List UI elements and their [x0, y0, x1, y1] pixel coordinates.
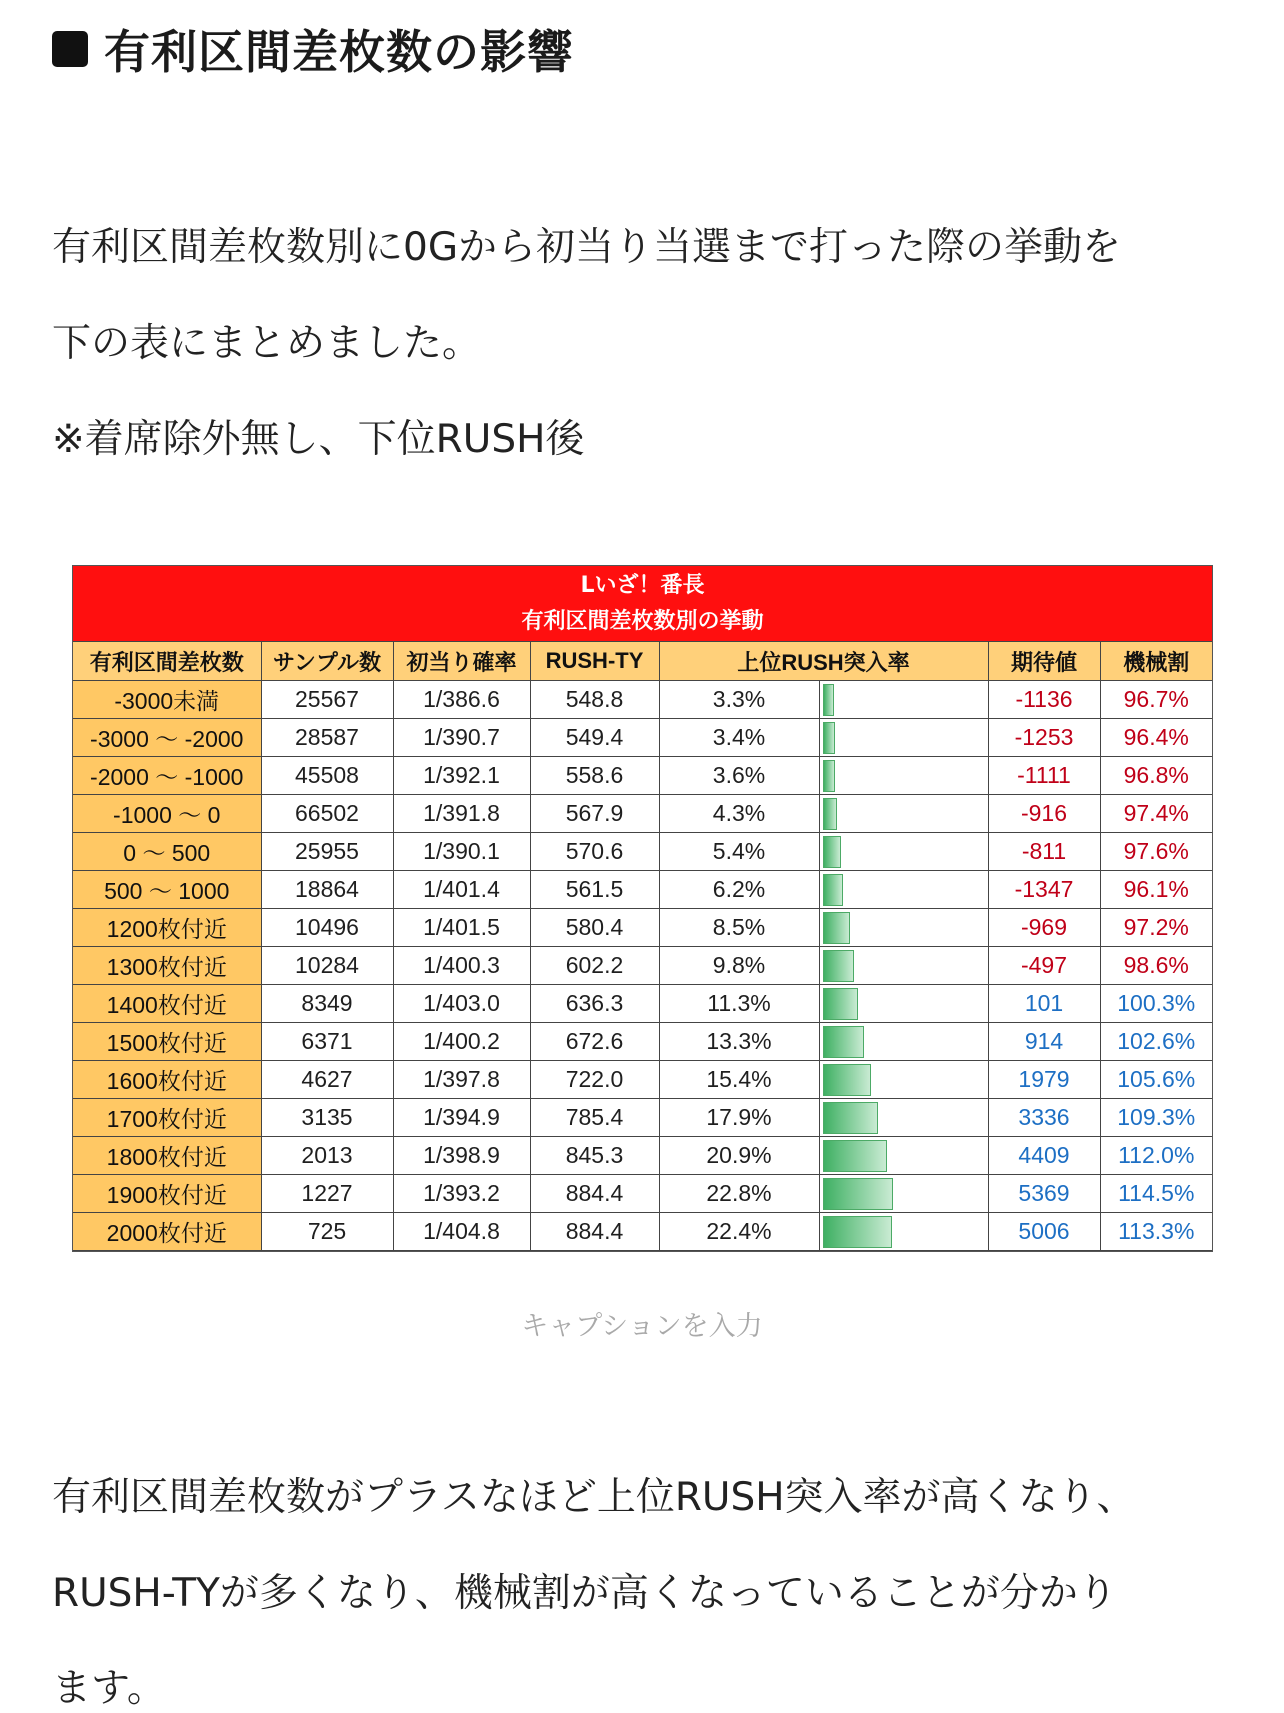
cell-upper-rush-rate: 13.3% [659, 1023, 819, 1061]
rush-rate-bar [823, 760, 836, 792]
cell-rush-ty: 561.5 [530, 871, 659, 909]
header-upper-rush-rate: 上位RUSH突入率 [659, 642, 988, 681]
table-row [73, 909, 1212, 947]
rush-rate-bar [823, 988, 859, 1020]
table-row [73, 985, 1212, 1023]
cell-range: 1600枚付近 [73, 1061, 261, 1099]
table-row [73, 833, 1212, 871]
cell-samples: 25955 [261, 833, 393, 871]
cell-samples: 28587 [261, 719, 393, 757]
cell-expected-value: -1253 [988, 719, 1100, 757]
cell-expected-value: 1979 [988, 1061, 1100, 1099]
cell-expected-value: 5006 [988, 1213, 1100, 1251]
cell-samples: 25567 [261, 681, 393, 719]
cell-payout-rate: 114.5% [1100, 1175, 1212, 1213]
cell-payout-rate: 105.6% [1100, 1061, 1212, 1099]
rush-rate-bar [823, 1026, 865, 1058]
rush-rate-bar [823, 1140, 888, 1172]
table-row [73, 719, 1212, 757]
header-rush-ty: RUSH-TY [530, 642, 659, 681]
cell-samples: 2013 [261, 1137, 393, 1175]
cell-probability: 1/397.8 [393, 1061, 530, 1099]
cell-rush-bar [819, 985, 988, 1023]
cell-rush-ty: 884.4 [530, 1175, 659, 1213]
cell-rush-ty: 845.3 [530, 1137, 659, 1175]
cell-probability: 1/403.0 [393, 985, 530, 1023]
table-title-line-1: Lいざ！番長 [580, 572, 705, 598]
table-row [73, 871, 1212, 909]
cell-range: -1000 ～ 0 [73, 795, 261, 833]
cell-probability: 1/400.3 [393, 947, 530, 985]
cell-rush-bar [819, 1213, 988, 1251]
cell-samples: 1227 [261, 1175, 393, 1213]
cell-rush-ty: 558.6 [530, 757, 659, 795]
cell-payout-rate: 100.3% [1100, 985, 1212, 1023]
cell-range: 1500枚付近 [73, 1023, 261, 1061]
cell-samples: 8349 [261, 985, 393, 1023]
cell-upper-rush-rate: 6.2% [659, 871, 819, 909]
cell-samples: 18864 [261, 871, 393, 909]
cell-range: 1400枚付近 [73, 985, 261, 1023]
header-range: 有利区間差枚数 [73, 642, 261, 681]
cell-upper-rush-rate: 22.8% [659, 1175, 819, 1213]
rush-rate-bar [823, 912, 851, 944]
cell-probability: 1/391.8 [393, 795, 530, 833]
cell-rush-ty: 567.9 [530, 795, 659, 833]
header-expected-value: 期待値 [988, 642, 1100, 681]
table-header-row [73, 642, 1212, 681]
rush-rate-bar [823, 950, 854, 982]
conclusion-text-line-1: 有利区間差枚数がプラスなほど上位RUSH突入率が高くなり、 [52, 1475, 1136, 1520]
cell-upper-rush-rate: 20.9% [659, 1137, 819, 1175]
cell-payout-rate: 112.0% [1100, 1137, 1212, 1175]
cell-upper-rush-rate: 5.4% [659, 833, 819, 871]
cell-rush-bar [819, 757, 988, 795]
table-row [73, 1175, 1212, 1213]
cell-upper-rush-rate: 15.4% [659, 1061, 819, 1099]
behavior-table [73, 642, 1212, 1251]
cell-range: 0 ～ 500 [73, 833, 261, 871]
cell-expected-value: -811 [988, 833, 1100, 871]
rush-rate-bar [823, 722, 835, 754]
heading-title: 有利区間差枚数の影響 [104, 25, 574, 79]
intro-text-line-2: 下の表にまとめました。 [52, 321, 482, 366]
cell-probability: 1/394.9 [393, 1099, 530, 1137]
cell-range: 1900枚付近 [73, 1175, 261, 1213]
cell-probability: 1/404.8 [393, 1213, 530, 1251]
cell-rush-ty: 672.6 [530, 1023, 659, 1061]
cell-range: 2000枚付近 [73, 1213, 261, 1251]
rush-rate-bar [823, 836, 841, 868]
rush-rate-bar [823, 684, 835, 716]
table-title-band [73, 566, 1212, 642]
cell-rush-ty: 722.0 [530, 1061, 659, 1099]
table-row [73, 1099, 1212, 1137]
cell-expected-value: 4409 [988, 1137, 1100, 1175]
cell-payout-rate: 113.3% [1100, 1213, 1212, 1251]
cell-payout-rate: 97.2% [1100, 909, 1212, 947]
cell-expected-value: -969 [988, 909, 1100, 947]
cell-upper-rush-rate: 3.4% [659, 719, 819, 757]
cell-rush-bar [819, 909, 988, 947]
header-probability: 初当り確率 [393, 642, 530, 681]
cell-payout-rate: 97.4% [1100, 795, 1212, 833]
cell-upper-rush-rate: 9.8% [659, 947, 819, 985]
rush-rate-bar [823, 1064, 871, 1096]
cell-upper-rush-rate: 22.4% [659, 1213, 819, 1251]
cell-rush-ty: 570.6 [530, 833, 659, 871]
cell-expected-value: -497 [988, 947, 1100, 985]
cell-rush-bar [819, 1023, 988, 1061]
cell-rush-bar [819, 1061, 988, 1099]
section-heading [52, 14, 574, 84]
cell-expected-value: -1347 [988, 871, 1100, 909]
cell-probability: 1/390.7 [393, 719, 530, 757]
cell-probability: 1/401.4 [393, 871, 530, 909]
cell-probability: 1/386.6 [393, 681, 530, 719]
cell-probability: 1/392.1 [393, 757, 530, 795]
cell-payout-rate: 98.6% [1100, 947, 1212, 985]
table-row [73, 795, 1212, 833]
cell-samples: 10284 [261, 947, 393, 985]
cell-rush-ty: 636.3 [530, 985, 659, 1023]
cell-samples: 10496 [261, 909, 393, 947]
cell-upper-rush-rate: 3.6% [659, 757, 819, 795]
cell-expected-value: -1111 [988, 757, 1100, 795]
cell-rush-bar [819, 719, 988, 757]
cell-payout-rate: 96.8% [1100, 757, 1212, 795]
cell-range: 1300枚付近 [73, 947, 261, 985]
cell-rush-bar [819, 681, 988, 719]
cell-upper-rush-rate: 4.3% [659, 795, 819, 833]
rush-rate-bar [823, 1216, 892, 1248]
cell-probability: 1/390.1 [393, 833, 530, 871]
square-bullet-icon [52, 31, 88, 67]
cell-rush-bar [819, 871, 988, 909]
table-body [73, 681, 1212, 1251]
cell-rush-bar [819, 1099, 988, 1137]
cell-range: -3000未満 [73, 681, 261, 719]
cell-expected-value: -1136 [988, 681, 1100, 719]
rush-rate-bar [823, 1102, 879, 1134]
cell-rush-bar [819, 833, 988, 871]
conclusion-text-line-3: ます。 [52, 1666, 166, 1711]
cell-payout-rate: 109.3% [1100, 1099, 1212, 1137]
cell-probability: 1/401.5 [393, 909, 530, 947]
cell-payout-rate: 102.6% [1100, 1023, 1212, 1061]
cell-samples: 725 [261, 1213, 393, 1251]
cell-samples: 66502 [261, 795, 393, 833]
cell-samples: 4627 [261, 1061, 393, 1099]
cell-payout-rate: 96.7% [1100, 681, 1212, 719]
cell-payout-rate: 97.6% [1100, 833, 1212, 871]
rush-rate-bar [823, 798, 838, 830]
table-title-line-2: 有利区間差枚数別の挙動 [521, 608, 764, 634]
table-row [73, 947, 1212, 985]
image-caption: キャプションを入力 [521, 1311, 763, 1342]
cell-expected-value: 914 [988, 1023, 1100, 1061]
table-row [73, 1137, 1212, 1175]
cell-rush-bar [819, 1175, 988, 1213]
cell-range: 1200枚付近 [73, 909, 261, 947]
cell-payout-rate: 96.4% [1100, 719, 1212, 757]
cell-rush-bar [819, 1137, 988, 1175]
cell-probability: 1/398.9 [393, 1137, 530, 1175]
cell-rush-ty: 785.4 [530, 1099, 659, 1137]
cell-range: 500 ～ 1000 [73, 871, 261, 909]
cell-range: -3000 ～ -2000 [73, 719, 261, 757]
cell-expected-value: 5369 [988, 1175, 1100, 1213]
cell-upper-rush-rate: 3.3% [659, 681, 819, 719]
cell-samples: 6371 [261, 1023, 393, 1061]
cell-expected-value: 101 [988, 985, 1100, 1023]
table-row [73, 1061, 1212, 1099]
conclusion-text-line-2: RUSH-TYが多くなり、機械割が高くなっていることが分かり [52, 1571, 1117, 1616]
cell-range: -2000 ～ -1000 [73, 757, 261, 795]
cell-rush-ty: 580.4 [530, 909, 659, 947]
rush-rate-bar [823, 874, 844, 906]
rush-rate-bar [823, 1178, 893, 1210]
header-payout-rate: 機械割 [1100, 642, 1212, 681]
cell-range: 1800枚付近 [73, 1137, 261, 1175]
header-samples: サンプル数 [261, 642, 393, 681]
cell-probability: 1/400.2 [393, 1023, 530, 1061]
note-text: ※着席除外無し、下位RUSH後 [52, 417, 585, 462]
table-row [73, 1023, 1212, 1061]
cell-expected-value: -916 [988, 795, 1100, 833]
cell-expected-value: 3336 [988, 1099, 1100, 1137]
table-row [73, 681, 1212, 719]
cell-samples: 45508 [261, 757, 393, 795]
cell-rush-ty: 549.4 [530, 719, 659, 757]
intro-text-line-1: 有利区間差枚数別に0Gから初当り当選まで打った際の挙動を [52, 225, 1122, 270]
table-row [73, 757, 1212, 795]
cell-rush-ty: 548.8 [530, 681, 659, 719]
cell-upper-rush-rate: 17.9% [659, 1099, 819, 1137]
cell-rush-bar [819, 795, 988, 833]
cell-payout-rate: 96.1% [1100, 871, 1212, 909]
cell-rush-ty: 884.4 [530, 1213, 659, 1251]
table-row [73, 1213, 1212, 1251]
cell-upper-rush-rate: 8.5% [659, 909, 819, 947]
cell-samples: 3135 [261, 1099, 393, 1137]
cell-probability: 1/393.2 [393, 1175, 530, 1213]
cell-upper-rush-rate: 11.3% [659, 985, 819, 1023]
cell-rush-bar [819, 947, 988, 985]
data-table-image [72, 565, 1213, 1252]
cell-range: 1700枚付近 [73, 1099, 261, 1137]
cell-rush-ty: 602.2 [530, 947, 659, 985]
